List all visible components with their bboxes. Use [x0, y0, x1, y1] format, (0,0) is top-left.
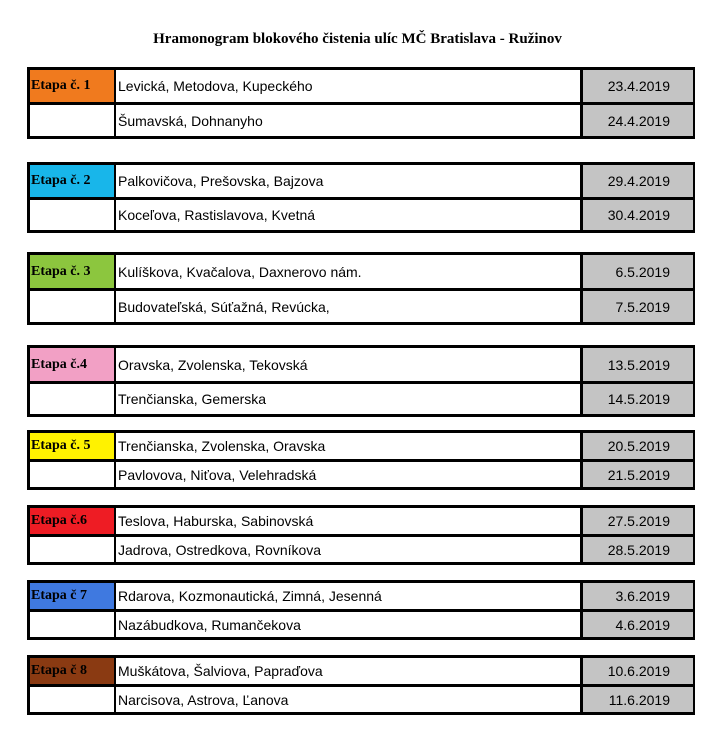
street-names: Palkovičova, Prešovska, Bajzova — [114, 165, 583, 197]
stage-group — [27, 162, 695, 233]
schedule-row — [30, 583, 693, 609]
stage-label — [30, 200, 114, 230]
cleaning-date: 29.4.2019 — [580, 165, 693, 197]
stage-label — [30, 687, 114, 712]
schedule-row — [30, 508, 693, 534]
stage-group — [27, 580, 695, 640]
cleaning-date: 21.5.2019 — [580, 462, 693, 487]
cleaning-date: 14.5.2019 — [580, 384, 693, 414]
schedule-row — [30, 288, 693, 322]
schedule-row — [30, 70, 693, 102]
stage-label — [30, 612, 114, 637]
street-names: Teslova, Haburska, Sabinovská — [114, 508, 583, 534]
stage-label: Etapa č. 3 — [30, 255, 114, 288]
street-names: Oravska, Zvolenska, Tekovská — [114, 348, 583, 381]
cleaning-date: 10.6.2019 — [580, 658, 693, 684]
schedule-row — [30, 534, 693, 562]
document-title: Hramonogram blokového čistenia ulíc MČ Bratislava - Ružinov — [153, 31, 562, 47]
street-names: Jadrova, Ostredkova, Rovníkova — [114, 537, 583, 562]
stage-label — [30, 462, 114, 487]
cleaning-date: 7.5.2019 — [580, 291, 693, 322]
schedule-row — [30, 459, 693, 487]
street-names: Budovateľská, Súťažná, Revúcka, — [114, 291, 583, 322]
stage-label: Etapa č. 5 — [30, 433, 114, 459]
cleaning-date: 20.5.2019 — [580, 433, 693, 459]
cleaning-date: 24.4.2019 — [580, 105, 693, 136]
street-names: Muškátova, Šalviova, Papraďova — [114, 658, 583, 684]
stage-group — [27, 67, 695, 139]
stage-group — [27, 655, 695, 715]
stage-group — [27, 505, 695, 565]
schedule-row — [30, 609, 693, 637]
schedule-row — [30, 381, 693, 414]
stage-label: Etapa č. 1 — [30, 70, 114, 102]
street-names: Rdarova, Kozmonautická, Zimná, Jesenná — [114, 583, 583, 609]
stage-group — [27, 252, 695, 325]
schedule-row — [30, 255, 693, 288]
street-names: Koceľova, Rastislavova, Kvetná — [114, 200, 583, 230]
stage-label: Etapa č.4 — [30, 348, 114, 381]
cleaning-date: 13.5.2019 — [580, 348, 693, 381]
street-names: Narcisova, Astrova, Ľanova — [114, 687, 583, 712]
cleaning-date: 3.6.2019 — [580, 583, 693, 609]
schedule-row — [30, 197, 693, 230]
stage-label — [30, 384, 114, 414]
cleaning-date: 30.4.2019 — [580, 200, 693, 230]
street-names: Pavlovova, Niťova, Velehradská — [114, 462, 583, 487]
schedule-row — [30, 165, 693, 197]
cleaning-date: 4.6.2019 — [580, 612, 693, 637]
cleaning-date: 28.5.2019 — [580, 537, 693, 562]
schedule-row — [30, 433, 693, 459]
cleaning-date: 27.5.2019 — [580, 508, 693, 534]
cleaning-date: 23.4.2019 — [580, 70, 693, 102]
stage-label — [30, 105, 114, 136]
stage-label: Etapa č 7 — [30, 583, 114, 609]
stage-label — [30, 291, 114, 322]
street-names: Levická, Metodova, Kupeckého — [114, 70, 583, 102]
street-names: Nazábudkova, Rumančekova — [114, 612, 583, 637]
schedule-row — [30, 684, 693, 712]
stage-label: Etapa č. 2 — [30, 165, 114, 197]
street-names: Trenčianska, Gemerska — [114, 384, 583, 414]
street-names: Trenčianska, Zvolenska, Oravska — [114, 433, 583, 459]
cleaning-date: 11.6.2019 — [580, 687, 693, 712]
schedule-row — [30, 348, 693, 381]
stage-label — [30, 537, 114, 562]
street-names: Kulíškova, Kvačalova, Daxnerovo nám. — [114, 255, 583, 288]
schedule-row — [30, 102, 693, 136]
stage-label: Etapa č.6 — [30, 508, 114, 534]
schedule-row — [30, 658, 693, 684]
cleaning-date: 6.5.2019 — [580, 255, 693, 288]
street-names: Šumavská, Dohnanyho — [114, 105, 583, 136]
stage-group — [27, 430, 695, 490]
stage-label: Etapa č 8 — [30, 658, 114, 684]
stage-group — [27, 345, 695, 417]
